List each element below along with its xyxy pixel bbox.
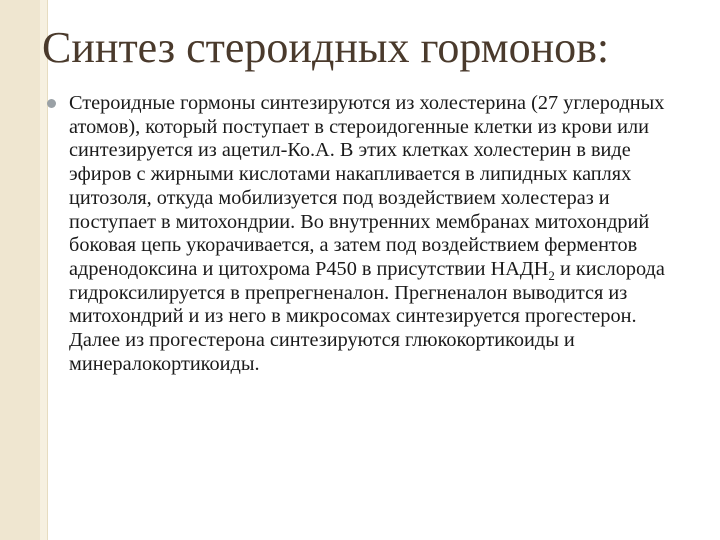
left-divider-line (47, 0, 48, 540)
bullet-text (69, 92, 675, 376)
bullet-text-part-1: Стероидные гормоны синтезируются из холестерина (27 углеродных атомов), который поступает в стероидогенные клетки из крови или синтезируется из ацетил-Ко.А. В этих клетках холестерин в виде эфиров с жирными кислотами накапливается в липидных каплях цитозоля, откуда мобилизуется под воздействием холестераз и поступает в митохондрии. Во внутренних мембранах митохондрий боковая цепь укорачивается, а затем под воздействием ферментов адренодоксина и цитохрома Р450 в присутствии НАДН (69, 92, 665, 280)
slide-title: Синтез стероидных гормонов: (42, 23, 610, 72)
left-decorative-band (0, 0, 40, 540)
bullet-text-subscript: 2 (548, 267, 555, 283)
bullet-dot-icon (47, 99, 56, 108)
bullet-text-part-2: и кислорода гидроксилируется в препрегненалон. Прегненалон выводится из митохондрий и из него в микросомах синтезируется прогестерон. Далее из прогестерона синтезируются глюкокортикоиды и минералокортикоиды. (69, 257, 665, 375)
